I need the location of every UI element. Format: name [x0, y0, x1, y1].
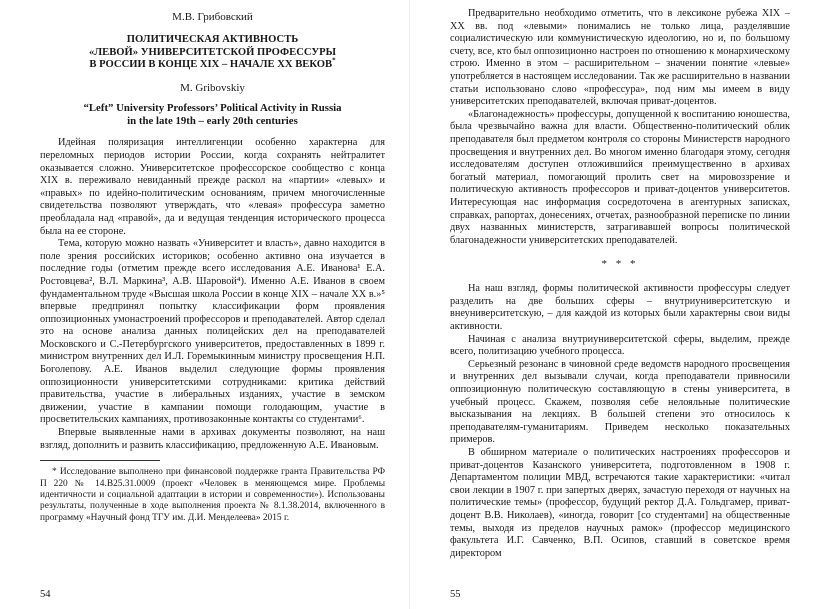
section-separator: * * * — [601, 258, 639, 271]
article-title-en — [40, 102, 385, 128]
body-paragraph: Начиная с анализа внутриуниверситетской сферы, выделим, прежде всего, политизацию учебного процесса. — [450, 333, 790, 358]
author-name-en: M. Gribovskiy — [180, 81, 245, 94]
title-en-line: in the late 19th – early 20th centuries — [127, 114, 298, 127]
title-ru-line: ПОЛИТИЧЕСКАЯ АКТИВНОСТЬ — [126, 34, 299, 45]
body-paragraph: «Благонадежность» профессуры, допущенной к воспитанию юношества, была чрезвычайно важна для власти. Общественно-политический облик преподавателя был предметом контроля со стороны Министерств народного просвещения и внутренних дел. Во многом именно благодаря этому, сегодня исследователям доступен отложившийся преимущественно в архивах богатый материал, помогающий пролить свет на мировоззрение и политическую активность профессоров и приват-доцентов университетов. Интересующая нас информация сосредоточена в агентурных записках, справках, рапортах, донесениях, отчетах, разнообразной переписке по линии двух названных министерств, затрагивавшей вопросы политической благонадежности университетских преподавателей. — [450, 108, 790, 246]
author-name: М.В. Грибовский — [172, 11, 253, 23]
title-ru-text: В РОССИИ В КОНЦЕ XIX – НАЧАЛЕ XX ВЕКОВ — [89, 59, 333, 71]
body-paragraph: Тема, которую можно назвать «Университет и власть», давно находится в поле зрения российских историков; особенно активно она изучается в последние годы (отметим прежде всего исследования А.Е. Иванова¹ Е.А. Ростовцева², В.Л. Маркина³, А.В. Шаровой⁴). Именно А.Е. Иванов в своем фундаментальном труде «Высшая школа России в конце XIX – начале XX в.»⁵ впервые предпринял попытку классификации форм проявления оппозиционных умонастроений профессоров и преподавателей. Автор сделал это на основе анализа данных полицейских дел на преподавателей Московского и С.-Петербургского университетов, предоставленных в 1899 г. министром внутренних дел И.Л. Горемыкинным министру просвещения Н.П. Боголепову. А.Е. Иванов выделил следующие формы проявления оппозиционности университетскими сотрудниками: критика действий правительства, участие в либеральных изданиях, участие в земском движении, участие в кампании помощи голодающим, участие в просветительских кампаниях, противозаконные контакты со студентами⁶. — [40, 238, 385, 426]
footnote-divider — [40, 460, 160, 461]
body-paragraph: Предварительно необходимо отметить, что в лексиконе рубежа XIX – XX вв. под «левыми» понимались не только лица, разделявшие социалистическую или коммунистическую идеологию, но и, по большому счету, все, кто был оппозиционно настроен по отношению к монархическому строю. Именно в этом – расширительном – значении понятие «левые» употребляется в настоящем исследовании. Так же расширительно в названии статьи использовано слово «профессура», под ним мы имеем в виду университетских преподавателей, включая приват-доцентов. — [450, 8, 790, 108]
footnote: * Исследование выполнено при финансовой поддержке гранта Правительства РФ П 220 № 14.B25.31.0009 (проект «Человек в меняющемся мире. Проблемы идентичности и социальной адаптации в истории и современности»). Использованы результаты, полученные в ходе выполнения проекта № 8.1.38.2014, включенного в программу «Научный фонд ТГУ им. Д.И. Менделеева» 2015 г. — [40, 467, 385, 523]
body-paragraph: В обширном материале о политических настроениях профессоров и приват-доцентов Казанского университета, подготовленном в 1908 г. Департаментом полиции МВД, встречаются такие характеристики: «читал свои лекции в 1907 г. при запертых дверях, зачастую переходя от научных на политические темы» (профессор, будущий ректор Д.А. Гольдгамер, приват-доцент В.В. Николаев), «иногда, говорит [со студентами] на общественные темы, выходя из пределов научных рамок» (профессор медицинского факультета И.Г. Савченко, В.П. Осипов, ставший в советское время директором — [450, 447, 790, 559]
page-number: 55 — [450, 589, 461, 600]
page-number: 54 — [40, 589, 51, 600]
body-paragraph: Серьезный резонанс в чиновной среде ведомств народного просвещения и внутренних дел вызывали случаи, когда преподаватели привносили оппозиционную политическую составляющую в стены университета, в учебный процесс. Скажем, позволяя себе нелояльные политические высказывания на лекциях. В большей степени это относилось к преподавателям-гуманитариям. Приведем несколько показательных примеров. — [450, 358, 790, 446]
title-en-line: “Left” University Professors’ Political Activity in Russia — [83, 101, 342, 114]
right-page — [410, 0, 820, 609]
article-title-ru — [40, 34, 385, 72]
body-paragraph: Идейная поляризация интеллигенции особенно характерна для переломных периодов истории России, когда сохранять нейтралитет оказывается сложно. Университетское профессорское сообщество с конца XIX в. переживало невиданный прежде раскол на «партии» «левых» и «правых» по идейно-политическим основаниям, причем многочисленные свидетельства позволяют утверждать, что «левая» профессура заметно преобладала над «правой», да и ведущая тенденция исторического процесса была на ее стороне. — [40, 137, 385, 237]
body-paragraph: На наш взгляд, формы политической активности профессуры следует разделить на две больших сферы – внутриуниверситетскую и внеуниверситетскую, – для каждой из которых были характерны свои виды активности. — [450, 283, 790, 333]
title-ru-line — [40, 56, 385, 72]
title-footnote-mark: * — [332, 56, 336, 65]
title-ru-line: «ЛЕВОЙ» УНИВЕРСИТЕТСКОЙ ПРОФЕССУРЫ — [88, 46, 336, 58]
body-paragraph: Впервые выявленные нами в архивах документы позволяют, на наш взгляд, дополнить и развить классификацию, предложенную А.Е. Ивановым. — [40, 427, 385, 451]
